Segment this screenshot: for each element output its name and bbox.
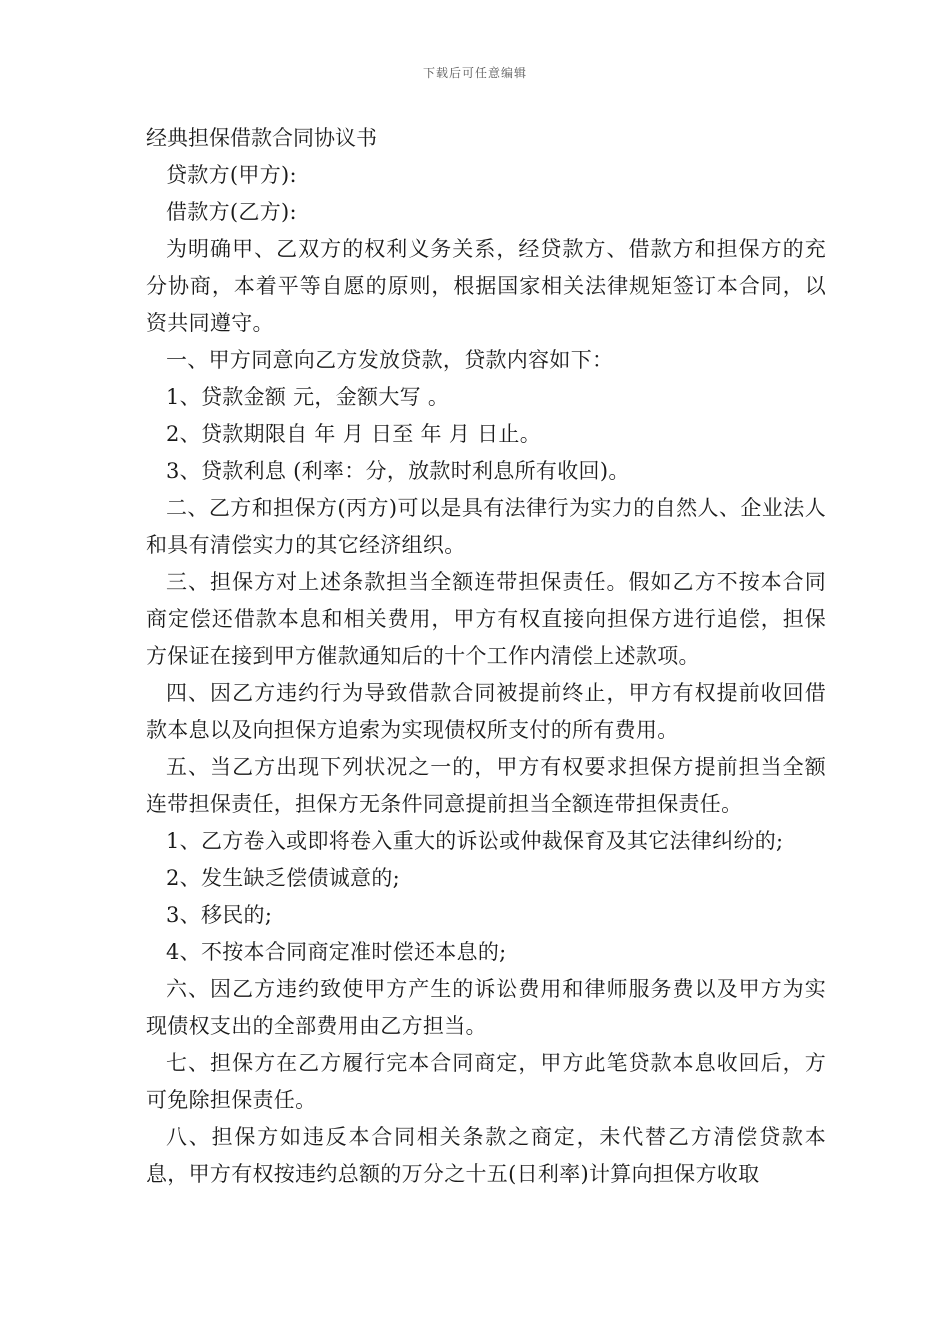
paragraph-preamble: 为明确甲、乙双方的权利义务关系，经贷款方、借款方和担保方的充分协商，本着平等自愿的原则，根据国家相关法律规矩签订本合同，以资共同遵守。 bbox=[146, 237, 826, 335]
paragraph-clause-5-item-2: 2、发生缺乏偿债诚意的; bbox=[166, 866, 401, 890]
paragraph-clause-7: 七、担保方在乙方履行完本合同商定，甲方此笔贷款本息收回后，方可免除担保责任。 bbox=[146, 1051, 826, 1112]
paragraph-clause-5: 五、当乙方出现下列状况之一的，甲方有权要求担保方提前担当全额连带担保责任，担保方无条件同意提前担当全额连带担保责任。 bbox=[146, 755, 826, 816]
paragraph-clause-5-item-4: 4、不按本合同商定准时偿还本息的; bbox=[166, 940, 507, 964]
paragraph-clause-1-item-3: 3、贷款利息 (利率：分，放款时利息所有收回)。 bbox=[166, 459, 630, 483]
paragraph-clause-5-item-3: 3、移民的; bbox=[166, 903, 273, 927]
paragraph-clause-1-item-2: 2、贷款期限自 年 月 日至 年 月 日止。 bbox=[166, 422, 542, 446]
paragraph-clause-8: 八、担保方如违反本合同相关条款之商定，未代替乙方清偿贷款本息，甲方有权按违约总额的万分之十五(日利率)计算向担保方收取 bbox=[146, 1125, 826, 1186]
paragraph-clause-3: 三、担保方对上述条款担当全额连带担保责任。假如乙方不按本合同商定偿还借款本息和相关费用，甲方有权直接向担保方进行追偿，担保方保证在接到甲方催款通知后的十个工作内清偿上述款项。 bbox=[146, 570, 826, 668]
paragraph-clause-5-item-1: 1、乙方卷入或即将卷入重大的诉讼或仲裁保育及其它法律纠纷的; bbox=[166, 829, 784, 853]
paragraph-borrower: 借款方(乙方): bbox=[166, 200, 297, 224]
document-body bbox=[146, 120, 826, 1193]
paragraph-clause-1: 一、甲方同意向乙方发放贷款，贷款内容如下： bbox=[166, 348, 614, 372]
paragraph-clause-4: 四、因乙方违约行为导致借款合同被提前终止，甲方有权提前收回借款本息以及向担保方追索为实现债权所支付的所有费用。 bbox=[146, 681, 826, 742]
page-header: 下载后可任意编辑 bbox=[422, 66, 527, 80]
paragraph-lender: 贷款方(甲方): bbox=[166, 163, 297, 187]
document-title: 经典担保借款合同协议书 bbox=[146, 126, 377, 150]
paragraph-clause-1-item-1: 1、贷款金额 元，金额大写 。 bbox=[166, 385, 450, 409]
paragraph-clause-6: 六、因乙方违约致使甲方产生的诉讼费用和律师服务费以及甲方为实现债权支出的全部费用由乙方担当。 bbox=[146, 977, 826, 1038]
paragraph-clause-2: 二、乙方和担保方(丙方)可以是具有法律行为实力的自然人、企业法人和具有清偿实力的其它经济组织。 bbox=[146, 496, 826, 557]
